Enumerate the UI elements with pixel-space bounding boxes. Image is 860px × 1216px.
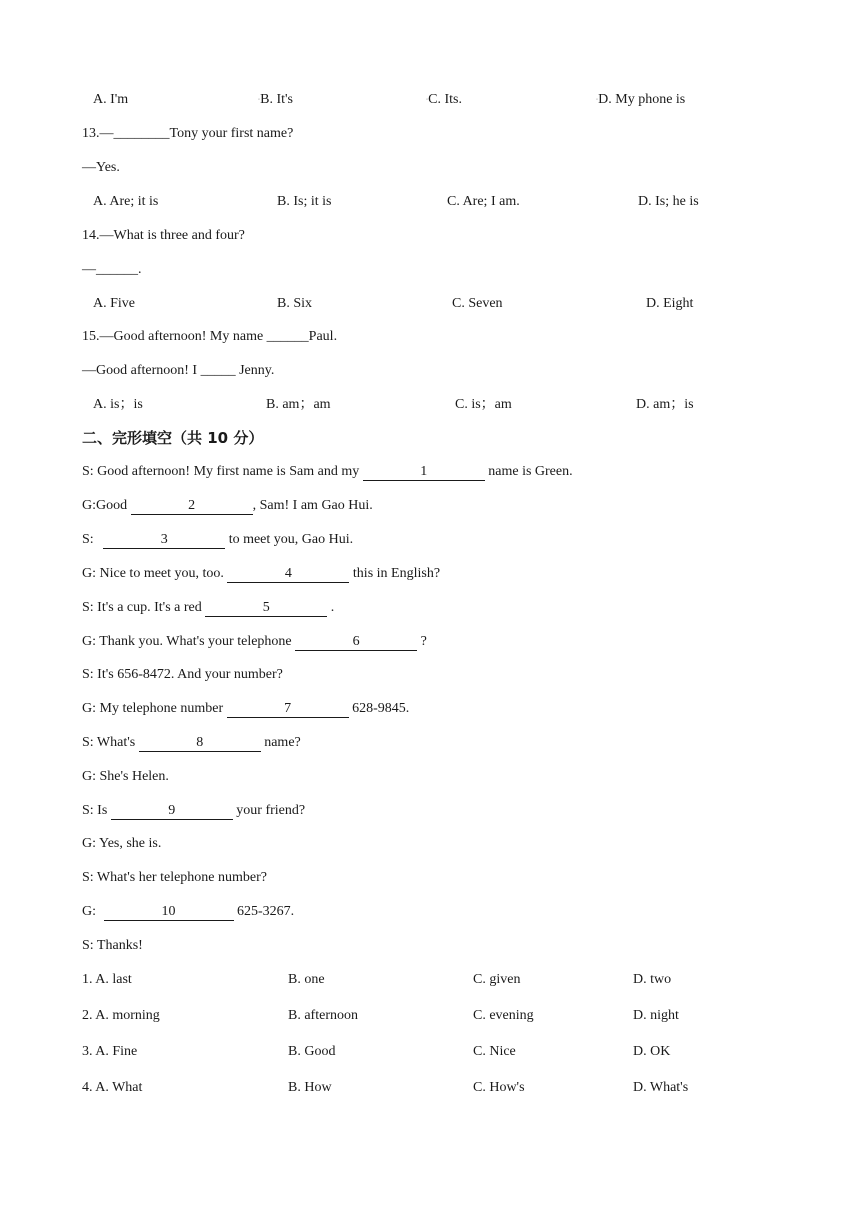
cloze-3-option-d: D. OK — [633, 1044, 671, 1059]
cloze-2-option-a: 2. A. morning — [82, 1008, 160, 1023]
cloze-4-option-a: 4. A. What — [82, 1080, 143, 1095]
q14-option-b: B. Six — [277, 296, 313, 311]
dialogue-line: G: My telephone number 7 628-9845. — [82, 701, 410, 716]
dialogue-line: G: Thank you. What's your telephone 6 ? — [82, 634, 427, 649]
q15-reply: —Good afternoon! I _____ Jenny. — [82, 363, 275, 378]
dialogue-line: G: Yes, she is. — [82, 836, 162, 851]
q13-reply: —Yes. — [82, 160, 120, 175]
q14-option-c: C. Seven — [452, 296, 503, 311]
cloze-4-option-d: D. What's — [633, 1080, 689, 1095]
q15-option-b: B. am；am — [266, 397, 331, 412]
cloze-3-option-c: C. Nice — [473, 1044, 516, 1059]
answer-blank[interactable]: 7 — [227, 701, 349, 718]
cloze-3-option-a: 3. A. Fine — [82, 1044, 138, 1059]
bullet-mark-icon: ◦ — [596, 97, 599, 103]
dialogue-line: S: What's 8 name? — [82, 735, 301, 750]
q14-option-a: A. Five — [93, 296, 135, 311]
q15-prompt: 15.—Good afternoon! My name ______Paul. — [82, 329, 338, 344]
dialogue-line: G:Good 2 , Sam! I am Gao Hui. — [82, 498, 373, 513]
q15-option-c: C. is；am — [455, 397, 512, 412]
answer-blank[interactable]: 1 — [363, 464, 485, 481]
q14-prompt: 14.—What is three and four? — [82, 228, 245, 243]
answer-blank[interactable]: 6 — [295, 634, 417, 651]
q14-option-d: D. Eight — [646, 296, 694, 311]
dialogue-line: G: She's Helen. — [82, 769, 169, 784]
answer-blank[interactable]: 8 — [139, 735, 261, 752]
q12-option-c: ◦C. Its. — [426, 92, 462, 108]
cloze-4-option-c: C. How's — [473, 1080, 525, 1095]
q12-option-d: ◦D. My phone is — [596, 92, 686, 108]
q13-option-d: D. Is; he is — [638, 194, 699, 209]
cloze-2-option-c: C. evening — [473, 1008, 534, 1023]
cloze-2-option-b: B. afternoon — [288, 1008, 358, 1023]
dialogue-line: S: It's 656-8472. And your number? — [82, 667, 283, 682]
answer-blank[interactable]: 3 — [103, 532, 225, 549]
q15-option-a: A. is；is — [93, 397, 143, 412]
bullet-mark-icon: ◦ — [258, 97, 261, 103]
dialogue-line: S: Is 9 your friend? — [82, 803, 306, 818]
cloze-1-option-c: C. given — [473, 972, 521, 987]
dialogue-line: S: What's her telephone number? — [82, 870, 267, 885]
q13-prompt: 13.—________Tony your first name? — [82, 126, 294, 141]
answer-blank[interactable]: 9 — [111, 803, 233, 820]
q12-option-b: ◦B. It's — [258, 92, 294, 108]
section-heading: 二、完形填空（共 10 分） — [82, 429, 264, 447]
cloze-1-option-d: D. two — [633, 972, 672, 987]
dialogue-line: G: Nice to meet you, too. 4 this in English? — [82, 566, 441, 581]
answer-blank[interactable]: 5 — [205, 600, 327, 617]
answer-blank[interactable]: 4 — [227, 566, 349, 583]
cloze-1-option-b: B. one — [288, 972, 325, 987]
q13-option-a: A. Are; it is — [93, 194, 159, 209]
dialogue-line: G: 10 625-3267. — [82, 904, 295, 919]
dialogue-line: S: Thanks! — [82, 938, 143, 953]
cloze-1-option-a: 1. A. last — [82, 972, 132, 987]
dialogue-line: S: Good afternoon! My first name is Sam and my 1 name is Green. — [82, 464, 573, 479]
cloze-3-option-b: B. Good — [288, 1044, 336, 1059]
q13-option-c: C. Are; I am. — [447, 194, 520, 209]
q15-option-d: D. am；is — [636, 397, 694, 412]
answer-blank[interactable]: 10 — [104, 904, 234, 921]
q14-reply: —______. — [82, 262, 142, 277]
dialogue-line: S: 3 to meet you, Gao Hui. — [82, 532, 354, 547]
answer-blank[interactable]: 2 — [131, 498, 253, 515]
cloze-2-option-d: D. night — [633, 1008, 679, 1023]
dialogue-line: S: It's a cup. It's a red 5 . — [82, 600, 335, 615]
cloze-4-option-b: B. How — [288, 1080, 332, 1095]
bullet-mark-icon: ◦ — [426, 97, 429, 103]
q12-option-a: A. I'm — [93, 92, 129, 107]
q13-option-b: B. Is; it is — [277, 194, 332, 209]
